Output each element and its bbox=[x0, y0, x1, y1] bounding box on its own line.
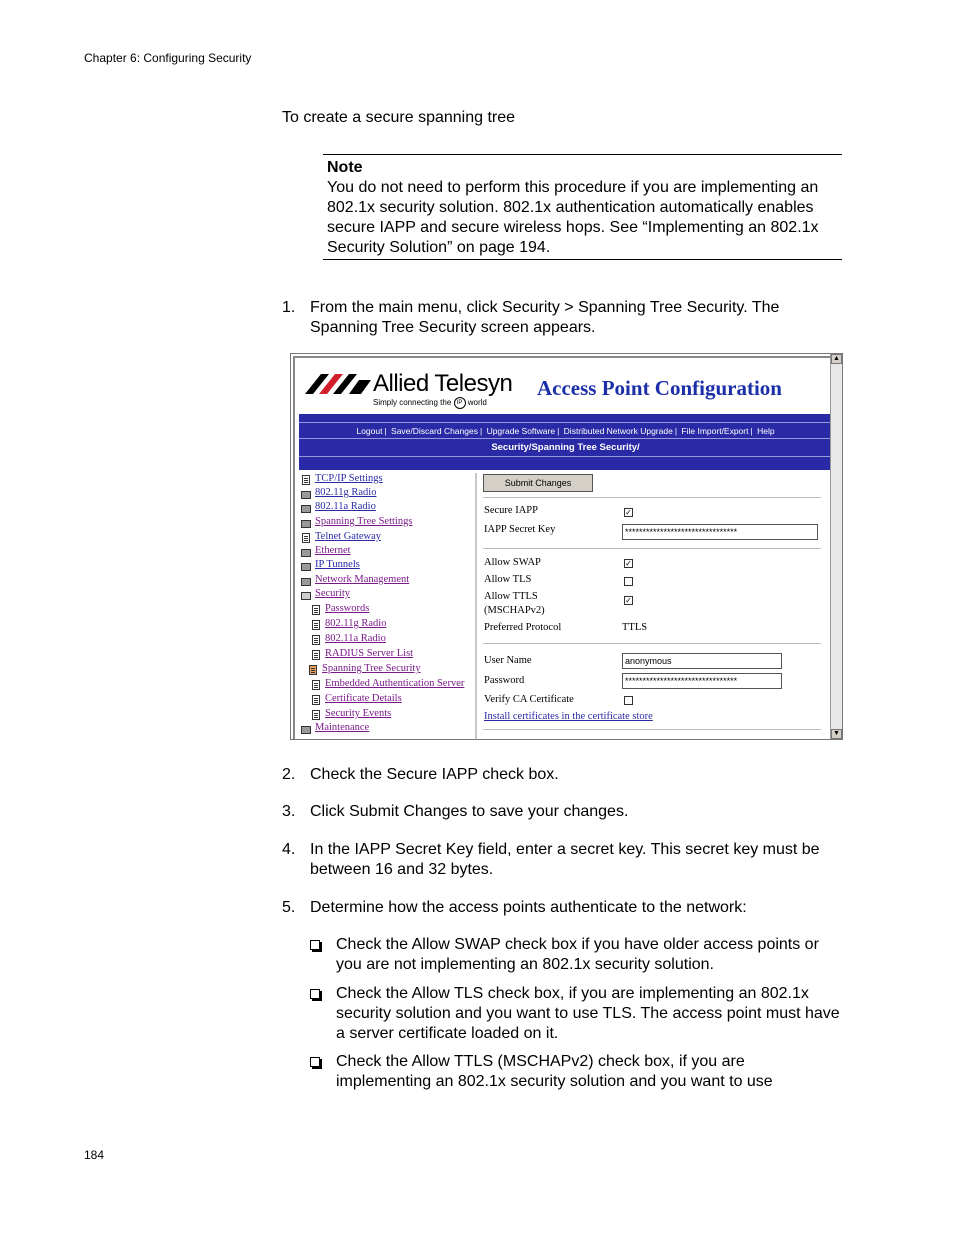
page-icon bbox=[312, 680, 320, 690]
password-input[interactable]: ******************************** bbox=[622, 673, 782, 689]
page-icon bbox=[302, 533, 310, 543]
running-header: Chapter 6: Configuring Security bbox=[84, 51, 252, 65]
app-title: Access Point Configuration bbox=[537, 376, 782, 400]
sidebar-item-certificate-details[interactable]: Certificate Details bbox=[325, 693, 402, 704]
nav-logout[interactable]: Logout bbox=[356, 426, 383, 436]
step-4 bbox=[282, 840, 842, 880]
page-icon bbox=[302, 475, 310, 485]
folder-icon bbox=[301, 578, 311, 586]
settings-form bbox=[480, 473, 832, 740]
user-name-label: User Name bbox=[484, 655, 532, 666]
vertical-scrollbar[interactable] bbox=[830, 354, 842, 739]
sidebar-item-embedded-auth-server[interactable]: Embedded Authentication Server bbox=[325, 678, 465, 689]
nav-help[interactable]: Help bbox=[757, 426, 775, 436]
sidebar-menu bbox=[299, 473, 477, 740]
sidebar-item-ethernet[interactable]: Ethernet bbox=[315, 545, 351, 556]
submit-changes-button[interactable]: Submit Changes bbox=[483, 474, 593, 492]
sidebar-item-maintenance[interactable]: Maintenance bbox=[315, 722, 370, 733]
step-1 bbox=[282, 298, 842, 338]
step-5 bbox=[282, 898, 842, 918]
folder-icon bbox=[301, 491, 311, 499]
folder-icon bbox=[301, 563, 311, 571]
bullet-box-icon bbox=[310, 1057, 320, 1067]
note-title: Note bbox=[327, 159, 363, 176]
scroll-down-icon[interactable]: ▼ bbox=[831, 729, 842, 739]
allow-ttls-label: Allow TTLS bbox=[484, 591, 538, 602]
step-text: From the main menu, click Security > Spanning Tree Security. The Spanning Tree Security screen appears. bbox=[310, 299, 780, 336]
folder-icon bbox=[301, 726, 311, 734]
sidebar-item-tcpip[interactable]: TCP/IP Settings bbox=[315, 473, 383, 484]
sidebar-item-passwords[interactable]: Passwords bbox=[325, 603, 370, 614]
brand-name: Allied Telesyn bbox=[373, 370, 513, 397]
sidebar-item-security-events[interactable]: Security Events bbox=[325, 708, 392, 719]
sidebar-item-80211a[interactable]: 802.11a Radio bbox=[315, 501, 376, 512]
page-icon bbox=[312, 650, 320, 660]
step-number: 4. bbox=[282, 841, 296, 858]
allow-swap-label: Allow SWAP bbox=[484, 557, 541, 568]
sidebar-item-spanning-tree-security[interactable]: Spanning Tree Security bbox=[322, 663, 421, 674]
brand-tagline bbox=[373, 397, 487, 409]
iapp-secret-key-label: IAPP Secret Key bbox=[484, 524, 556, 535]
secure-iapp-label: Secure IAPP bbox=[484, 505, 538, 516]
install-certificates-link[interactable]: Install certificates in the certificate store bbox=[484, 711, 653, 722]
bullet-text: Check the Allow SWAP check box if you have older access points or you are not implementing an 802.1x security solution. bbox=[336, 936, 819, 973]
allow-tls-checkbox[interactable] bbox=[624, 577, 633, 586]
tagline-end: world bbox=[467, 398, 487, 408]
top-nav-links: Logout | Save/Discard Changes | Upgrade Software | Distributed Network Upgrade | File Import/Export | Help bbox=[356, 426, 775, 436]
sidebar-item-telnet-gateway[interactable]: Telnet Gateway bbox=[315, 531, 382, 542]
nav-upgrade-software[interactable]: Upgrade Software bbox=[486, 426, 556, 436]
sidebar-item-security-80211g[interactable]: 802.11g Radio bbox=[325, 618, 387, 629]
page-icon bbox=[309, 665, 317, 675]
secure-iapp-checkbox[interactable]: ✓ bbox=[625, 508, 632, 517]
step-number: 5. bbox=[282, 899, 296, 916]
page-icon bbox=[312, 635, 320, 645]
allow-swap-checkbox[interactable]: ✓ bbox=[625, 559, 632, 568]
step-text: Check the Secure IAPP check box. bbox=[310, 766, 559, 783]
step-3 bbox=[282, 802, 842, 822]
step-number: 1. bbox=[282, 299, 296, 316]
preferred-protocol-value[interactable]: TTLS bbox=[622, 622, 648, 633]
ip-circle-icon: IP bbox=[454, 397, 466, 409]
nav-save-discard[interactable]: Save/Discard Changes bbox=[391, 426, 478, 436]
allow-ttls-sublabel: (MSCHAPv2) bbox=[484, 605, 545, 616]
iapp-secret-key-input[interactable]: ******************************** bbox=[622, 524, 818, 540]
breadcrumb: Security/Spanning Tree Security/ bbox=[491, 442, 640, 453]
folder-icon bbox=[301, 505, 311, 513]
sidebar-item-radius-server-list[interactable]: RADIUS Server List bbox=[325, 648, 414, 659]
bullet-box-icon bbox=[310, 989, 320, 999]
bullet-text: Check the Allow TLS check box, if you are implementing an 802.1x security solution and you want to use TLS. The access point must have a server certificate loaded on it. bbox=[336, 985, 840, 1042]
procedure-title: To create a secure spanning tree bbox=[282, 109, 516, 126]
allow-ttls-checkbox[interactable]: ✓ bbox=[625, 596, 632, 605]
step-text: In the IAPP Secret Key field, enter a secret key. This secret key must be between 16 and 32 bytes. bbox=[310, 841, 820, 878]
browser-viewport bbox=[293, 356, 831, 739]
folder-icon bbox=[301, 549, 311, 557]
page-icon bbox=[312, 605, 320, 615]
preferred-protocol-label: Preferred Protocol bbox=[484, 622, 562, 633]
folder-icon bbox=[301, 520, 311, 528]
allied-telesyn-logo-icon bbox=[305, 374, 371, 394]
open-folder-icon bbox=[301, 592, 311, 600]
allow-tls-label: Allow TLS bbox=[484, 574, 532, 585]
verify-ca-label: Verify CA Certificate bbox=[484, 694, 574, 705]
note-box bbox=[323, 154, 842, 260]
sidebar-item-security[interactable]: Security bbox=[315, 588, 350, 599]
page-number: 184 bbox=[84, 1148, 105, 1162]
step-text: Determine how the access points authenticate to the network: bbox=[310, 899, 747, 916]
nav-file-import-export[interactable]: File Import/Export bbox=[681, 426, 749, 436]
page-icon bbox=[312, 695, 320, 705]
note-body: You do not need to perform this procedure if you are implementing an 802.1x security solution. 802.1x authentication automatically enables secure IAPP and secure wireless hops. See “Implementing an 802.1x Security Solution” on page 194. bbox=[327, 179, 819, 256]
bullet-box-icon bbox=[310, 940, 320, 950]
scroll-up-icon[interactable]: ▲ bbox=[831, 354, 842, 364]
screenshot-frame bbox=[290, 353, 843, 740]
step-text: Click Submit Changes to save your changes. bbox=[310, 803, 629, 820]
step-2 bbox=[282, 765, 842, 785]
brand-header bbox=[299, 368, 829, 414]
sidebar-item-spanning-tree-settings[interactable]: Spanning Tree Settings bbox=[315, 516, 413, 527]
step-number: 2. bbox=[282, 766, 296, 783]
tagline-text: Simply connecting the bbox=[373, 398, 452, 408]
password-label: Password bbox=[484, 675, 525, 686]
sidebar-item-network-management[interactable]: Network Management bbox=[315, 574, 410, 585]
bullet-allow-swap bbox=[310, 935, 842, 975]
bullet-allow-ttls bbox=[310, 1052, 842, 1092]
nav-distributed-upgrade[interactable]: Distributed Network Upgrade bbox=[563, 426, 673, 436]
page-icon bbox=[312, 710, 320, 720]
bullet-text: Check the Allow TTLS (MSCHAPv2) check box, if you are implementing an 802.1x security solution and you want to use bbox=[336, 1053, 773, 1090]
step-number: 3. bbox=[282, 803, 296, 820]
sidebar-item-ip-tunnels[interactable]: IP Tunnels bbox=[315, 559, 360, 570]
navigation-bar bbox=[299, 414, 832, 470]
verify-ca-checkbox[interactable] bbox=[624, 696, 633, 705]
sidebar-item-security-80211a[interactable]: 802.11a Radio bbox=[325, 633, 386, 644]
sidebar-item-80211g[interactable]: 802.11g Radio bbox=[315, 487, 377, 498]
user-name-input[interactable]: anonymous bbox=[622, 653, 782, 669]
page-icon bbox=[312, 620, 320, 630]
bullet-allow-tls bbox=[310, 984, 842, 1044]
